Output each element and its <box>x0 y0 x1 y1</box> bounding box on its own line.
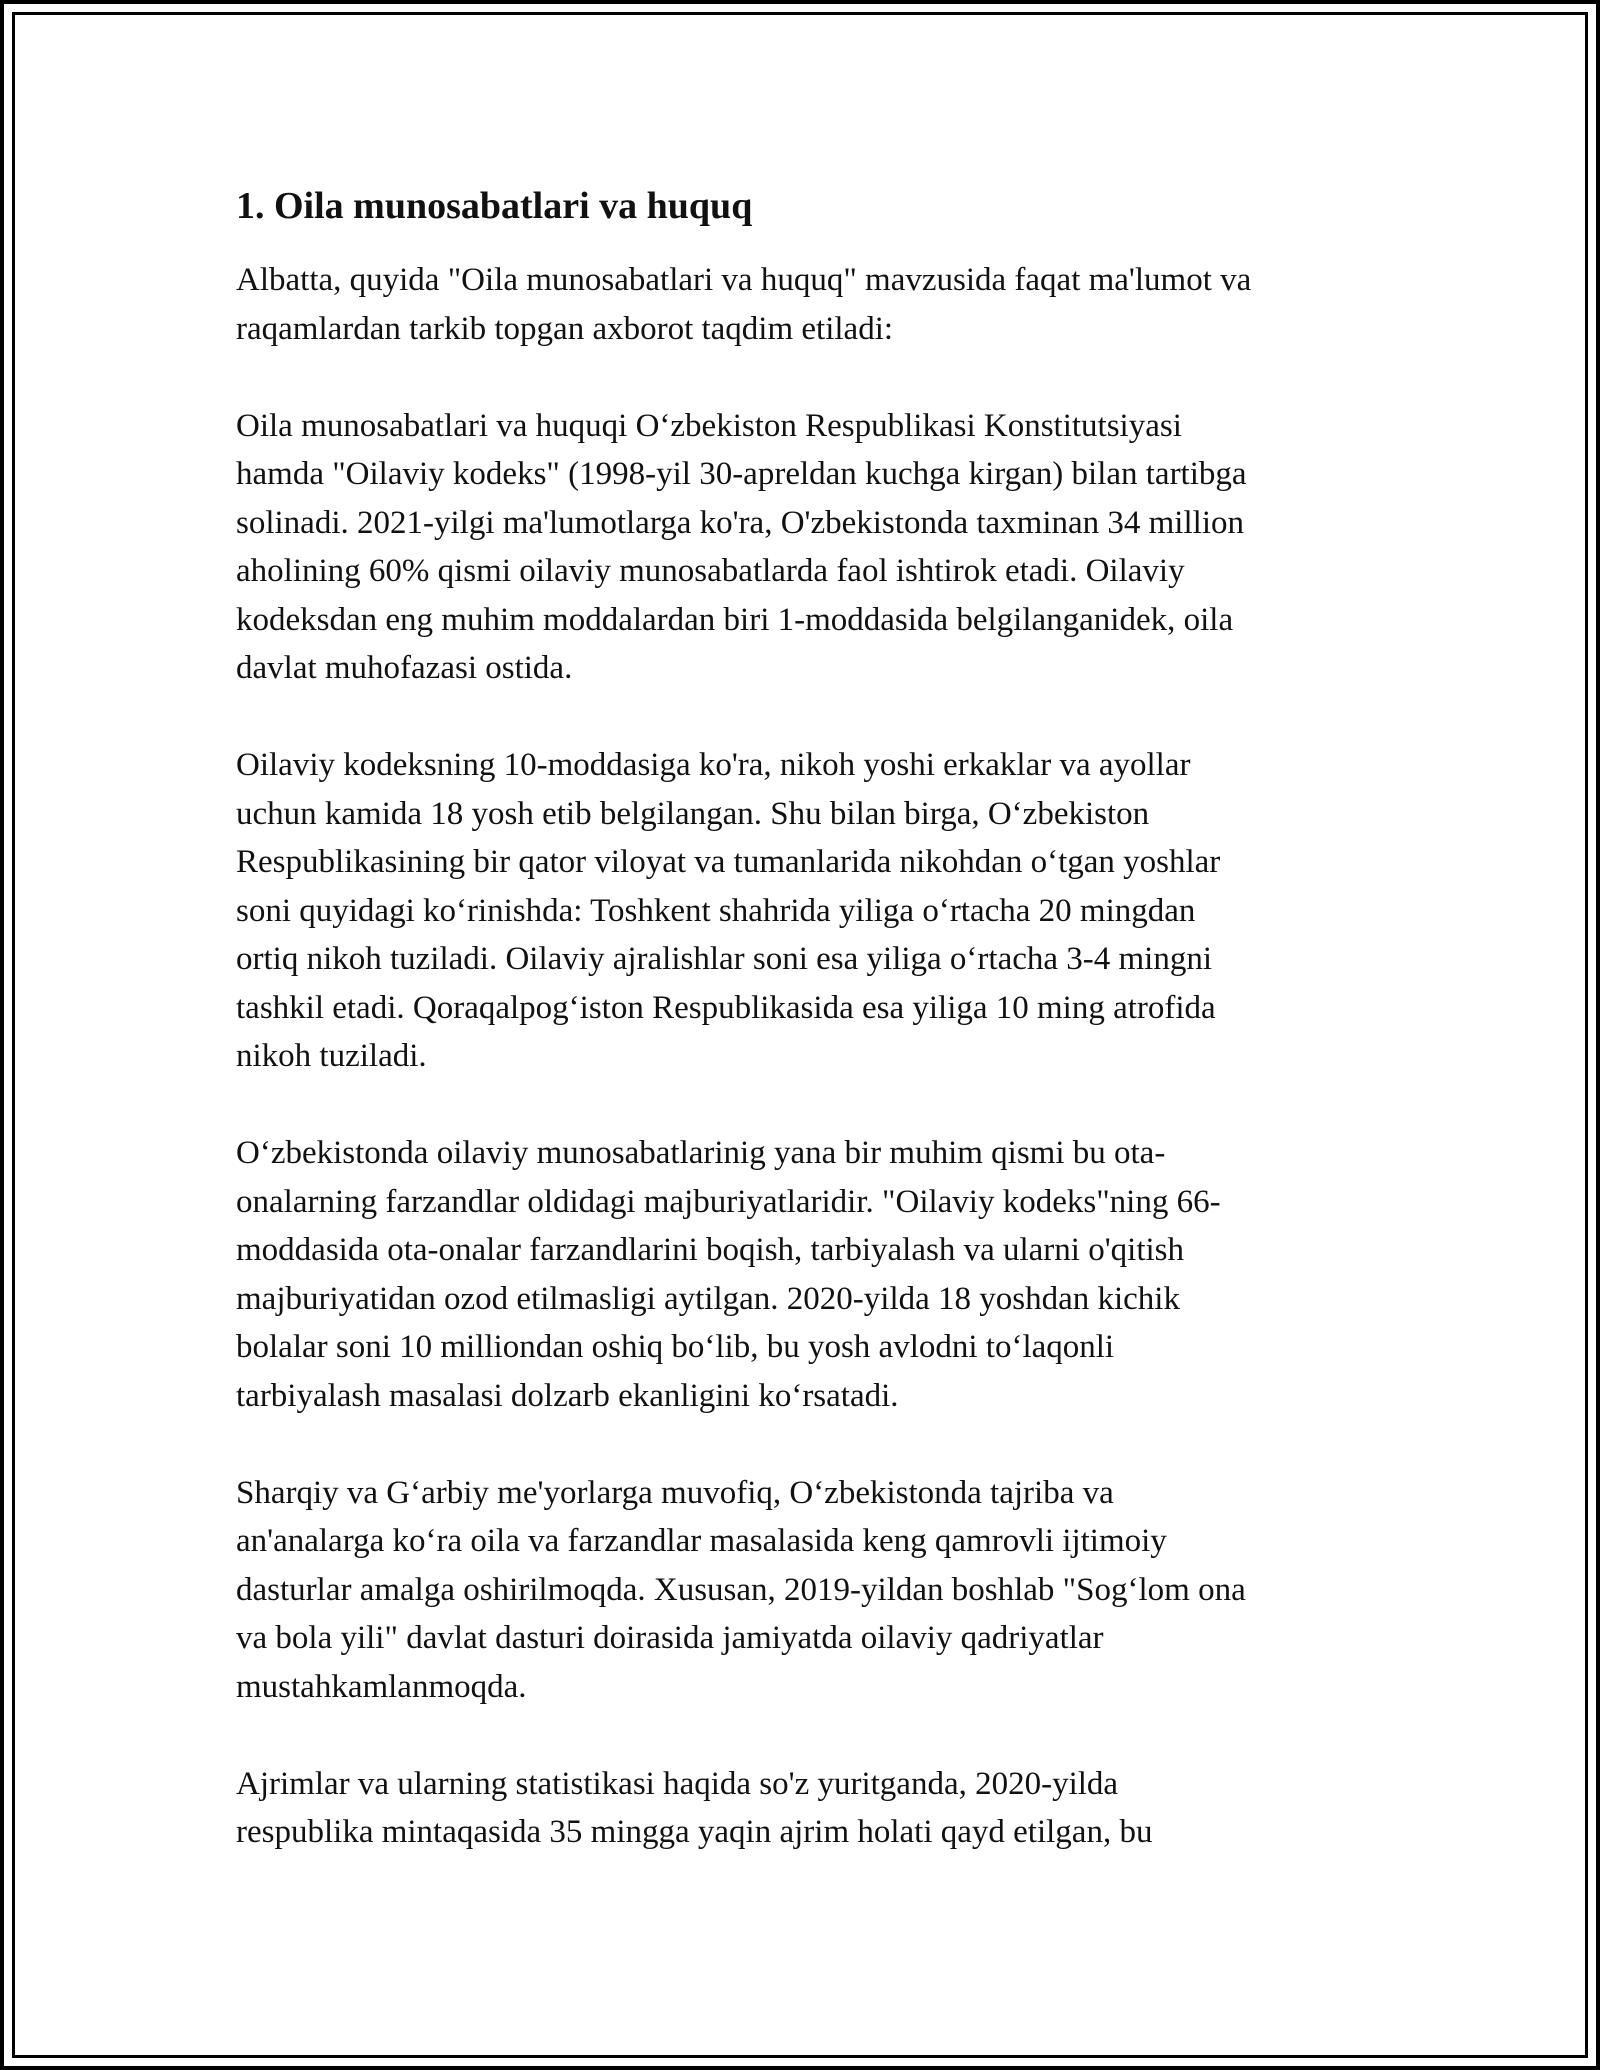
paragraph <box>236 402 1396 693</box>
paragraph-line: Sharqiy va G‘arbiy me'yorlarga muvofiq, O‘zbekistonda tajriba va <box>236 1474 1114 1511</box>
paragraph-line: dasturlar amalga oshirilmoqda. Xususan, 2019-yildan boshlab "Sog‘lom ona <box>236 1571 1246 1608</box>
paragraph-line: tarbiyalash masalasi dolzarb ekanligini ko‘rsatadi. <box>236 1377 899 1414</box>
paragraph-line: tashkil etadi. Qoraqalpog‘iston Respublikasida esa yiliga 10 ming atrofida <box>236 989 1216 1026</box>
paragraph-line: aholining 60% qismi oilaviy munosabatlarda faol ishtirok etadi. Oilaviy <box>236 553 1185 589</box>
paragraph-line: an'analarga ko‘ra oila va farzandlar masalasida keng qamrovli ijtimoiy <box>236 1523 1167 1559</box>
section-heading: 1. Oila munosabatlari va huquq <box>236 185 753 227</box>
paragraph <box>236 1469 1396 1712</box>
paragraph <box>236 1129 1396 1420</box>
paragraph-line: onalarning farzandlar oldidagi majburiyatlaridir. "Oilaviy kodeks"ning 66- <box>236 1183 1221 1220</box>
paragraph <box>236 1760 1396 1857</box>
paragraph-line: soni quyidagi ko‘rinishda: Toshkent shahrida yiliga o‘rtacha 20 mingdan <box>236 892 1196 929</box>
paragraph <box>236 256 1396 353</box>
paragraph-line: O‘zbekistonda oilaviy munosabatlarinig yana bir muhim qismi bu ota- <box>236 1135 1166 1171</box>
paragraph-line: raqamlardan tarkib topgan axborot taqdim etiladi: <box>236 310 894 347</box>
paragraph-line: kodeksdan eng muhim moddalardan biri 1-moddasida belgilanganidek, oila <box>236 601 1234 638</box>
paragraph-line: va bola yili" davlat dasturi doirasida jamiyatda oilaviy qadriyatlar <box>236 1620 1104 1656</box>
paragraph-line: davlat muhofazasi ostida. <box>236 650 573 686</box>
paragraph-line: uchun kamida 18 yosh etib belgilangan. Shu bilan birga, O‘zbekiston <box>236 795 1150 832</box>
paragraph-line: majburiyatidan ozod etilmasligi aytilgan. 2020-yilda 18 yoshdan kichik <box>236 1280 1180 1317</box>
paragraph-line: respublika mintaqasida 35 mingga yaqin ajrim holati qayd etilgan, bu <box>236 1814 1153 1850</box>
paragraph-line: moddasida ota-onalar farzandlarini boqish, tarbiyalash va ularni o'qitish <box>236 1232 1184 1268</box>
document-body <box>236 182 1396 1905</box>
paragraph-line: Ajrimlar va ularning statistikasi haqida so'z yuritganda, 2020-yilda <box>236 1765 1119 1802</box>
paragraph <box>236 741 1396 1081</box>
paragraph-line: Oila munosabatlari va huquqi O‘zbekiston Respublikasi Konstitutsiyasi <box>236 407 1182 444</box>
paragraph-line: Albatta, quyida "Oila munosabatlari va huquq" mavzusida faqat ma'lumot va <box>236 262 1252 298</box>
paragraph-line: bolalar soni 10 milliondan oshiq bo‘lib, bu yosh avlodni to‘laqonli <box>236 1329 1115 1365</box>
paragraph-line: Oilaviy kodeksning 10-moddasiga ko'ra, nikoh yoshi erkaklar va ayollar <box>236 747 1191 783</box>
paragraph-line: mustahkamlanmoqda. <box>236 1668 527 1705</box>
paragraph-line: nikoh tuziladi. <box>236 1038 427 1074</box>
paragraph-list <box>236 256 1396 1857</box>
paragraph-line: ortiq nikoh tuziladi. Oilaviy ajralishlar soni esa yiliga o‘rtacha 3-4 mingni <box>236 941 1213 977</box>
paragraph-line: Respublikasining bir qator viloyat va tumanlarida nikohdan o‘tgan yoshlar <box>236 844 1221 880</box>
paragraph-line: solinadi. 2021-yilgi ma'lumotlarga ko'ra, O'zbekistonda taxminan 34 million <box>236 504 1244 541</box>
paragraph-line: hamda "Oilaviy kodeks" (1998-yil 30-apreldan kuchga kirgan) bilan tartibga <box>236 456 1247 492</box>
